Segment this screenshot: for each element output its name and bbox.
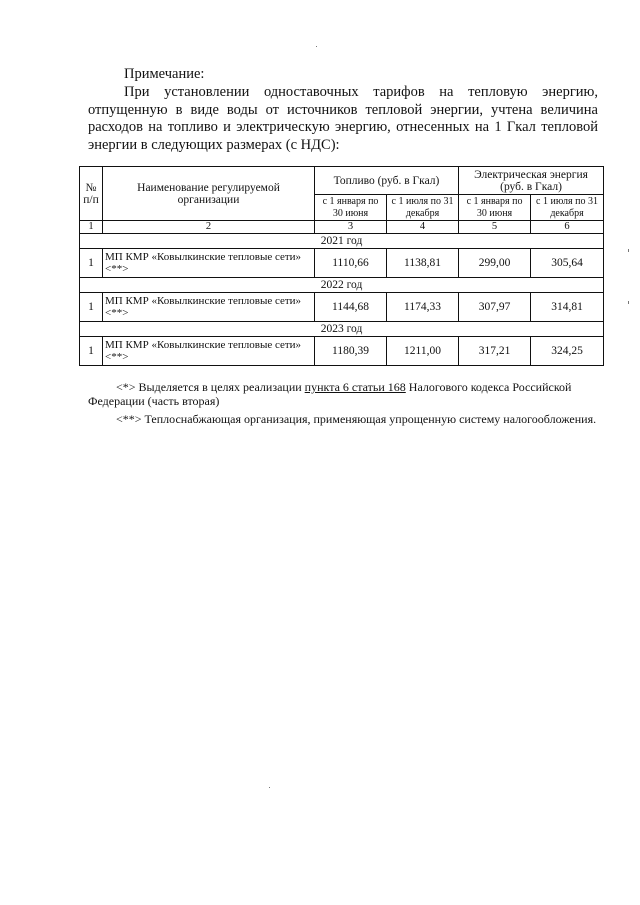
footnote-1-suffix: Налогового кодекса Российской Федерации (часть вторая) xyxy=(88,380,572,408)
fuel-h1-value: 1144,68 xyxy=(315,293,387,322)
note-paragraph: При установлении одноставочных тарифов на тепловую энергию, отпущенную в виде воды от источников тепловой энергии, учтена величина расходов на топливо и электрическую энергию, отнесенных на 1 Гкал тепловой энергии в следующих размерах (с НДС): xyxy=(88,84,598,153)
table-row xyxy=(80,337,604,366)
footnote-1-prefix: <*> Выделяется в целях реализации xyxy=(116,380,305,394)
column-number-row xyxy=(80,221,604,234)
column-number: 1 xyxy=(80,221,103,234)
scan-speck xyxy=(628,249,629,252)
electric-h2-value: 305,64 xyxy=(531,249,604,278)
header-electric: Электрическая энергия (руб. в Гкал) xyxy=(459,167,604,195)
header-org-name: Наименование регулируемой организации xyxy=(103,167,315,221)
footnote-1 xyxy=(88,380,598,408)
column-number: 2 xyxy=(103,221,315,234)
note-title: Примечание: xyxy=(124,66,205,82)
fuel-h1-value: 1110,66 xyxy=(315,249,387,278)
header-electric-period2: с 1 июля по 31 декабря xyxy=(531,195,604,221)
year-label: 2023 год xyxy=(80,322,604,337)
tariff-table xyxy=(79,166,604,366)
footnote-2: <**> Теплоснабжающая организация, применяющая упрощенную систему налогообложения. xyxy=(116,412,597,426)
header-fuel-period2: с 1 июля по 31 декабря xyxy=(387,195,459,221)
electric-h2-value: 324,25 xyxy=(531,337,604,366)
year-row-2021 xyxy=(80,234,604,249)
electric-h2-value: 314,81 xyxy=(531,293,604,322)
fuel-h2-value: 1174,33 xyxy=(387,293,459,322)
year-row-2023 xyxy=(80,322,604,337)
org-name: МП КМР «Ковылкинские тепловые сети» <**> xyxy=(103,293,315,322)
column-number: 4 xyxy=(387,221,459,234)
footnote-1-link[interactable]: пункта 6 статьи 168 xyxy=(304,380,406,394)
row-num: 1 xyxy=(80,337,103,366)
row-num: 1 xyxy=(80,293,103,322)
org-name: МП КМР «Ковылкинские тепловые сети» <**> xyxy=(103,249,315,278)
table-row xyxy=(80,293,604,322)
year-row-2022 xyxy=(80,278,604,293)
table-row xyxy=(80,249,604,278)
scan-speck xyxy=(316,46,317,47)
fuel-h1-value: 1180,39 xyxy=(315,337,387,366)
electric-h1-value: 299,00 xyxy=(459,249,531,278)
header-num: № п/п xyxy=(80,167,103,221)
column-number: 3 xyxy=(315,221,387,234)
column-number: 6 xyxy=(531,221,604,234)
fuel-h2-value: 1211,00 xyxy=(387,337,459,366)
header-fuel-period1: с 1 января по 30 июня xyxy=(315,195,387,221)
column-number: 5 xyxy=(459,221,531,234)
header-fuel: Топливо (руб. в Гкал) xyxy=(315,167,459,195)
electric-h1-value: 307,97 xyxy=(459,293,531,322)
row-num: 1 xyxy=(80,249,103,278)
fuel-h2-value: 1138,81 xyxy=(387,249,459,278)
header-electric-period1: с 1 января по 30 июня xyxy=(459,195,531,221)
year-label: 2022 год xyxy=(80,278,604,293)
scan-speck xyxy=(628,301,629,304)
electric-h1-value: 317,21 xyxy=(459,337,531,366)
year-label: 2021 год xyxy=(80,234,604,249)
scan-speck xyxy=(269,787,270,788)
org-name: МП КМР «Ковылкинские тепловые сети» <**> xyxy=(103,337,315,366)
